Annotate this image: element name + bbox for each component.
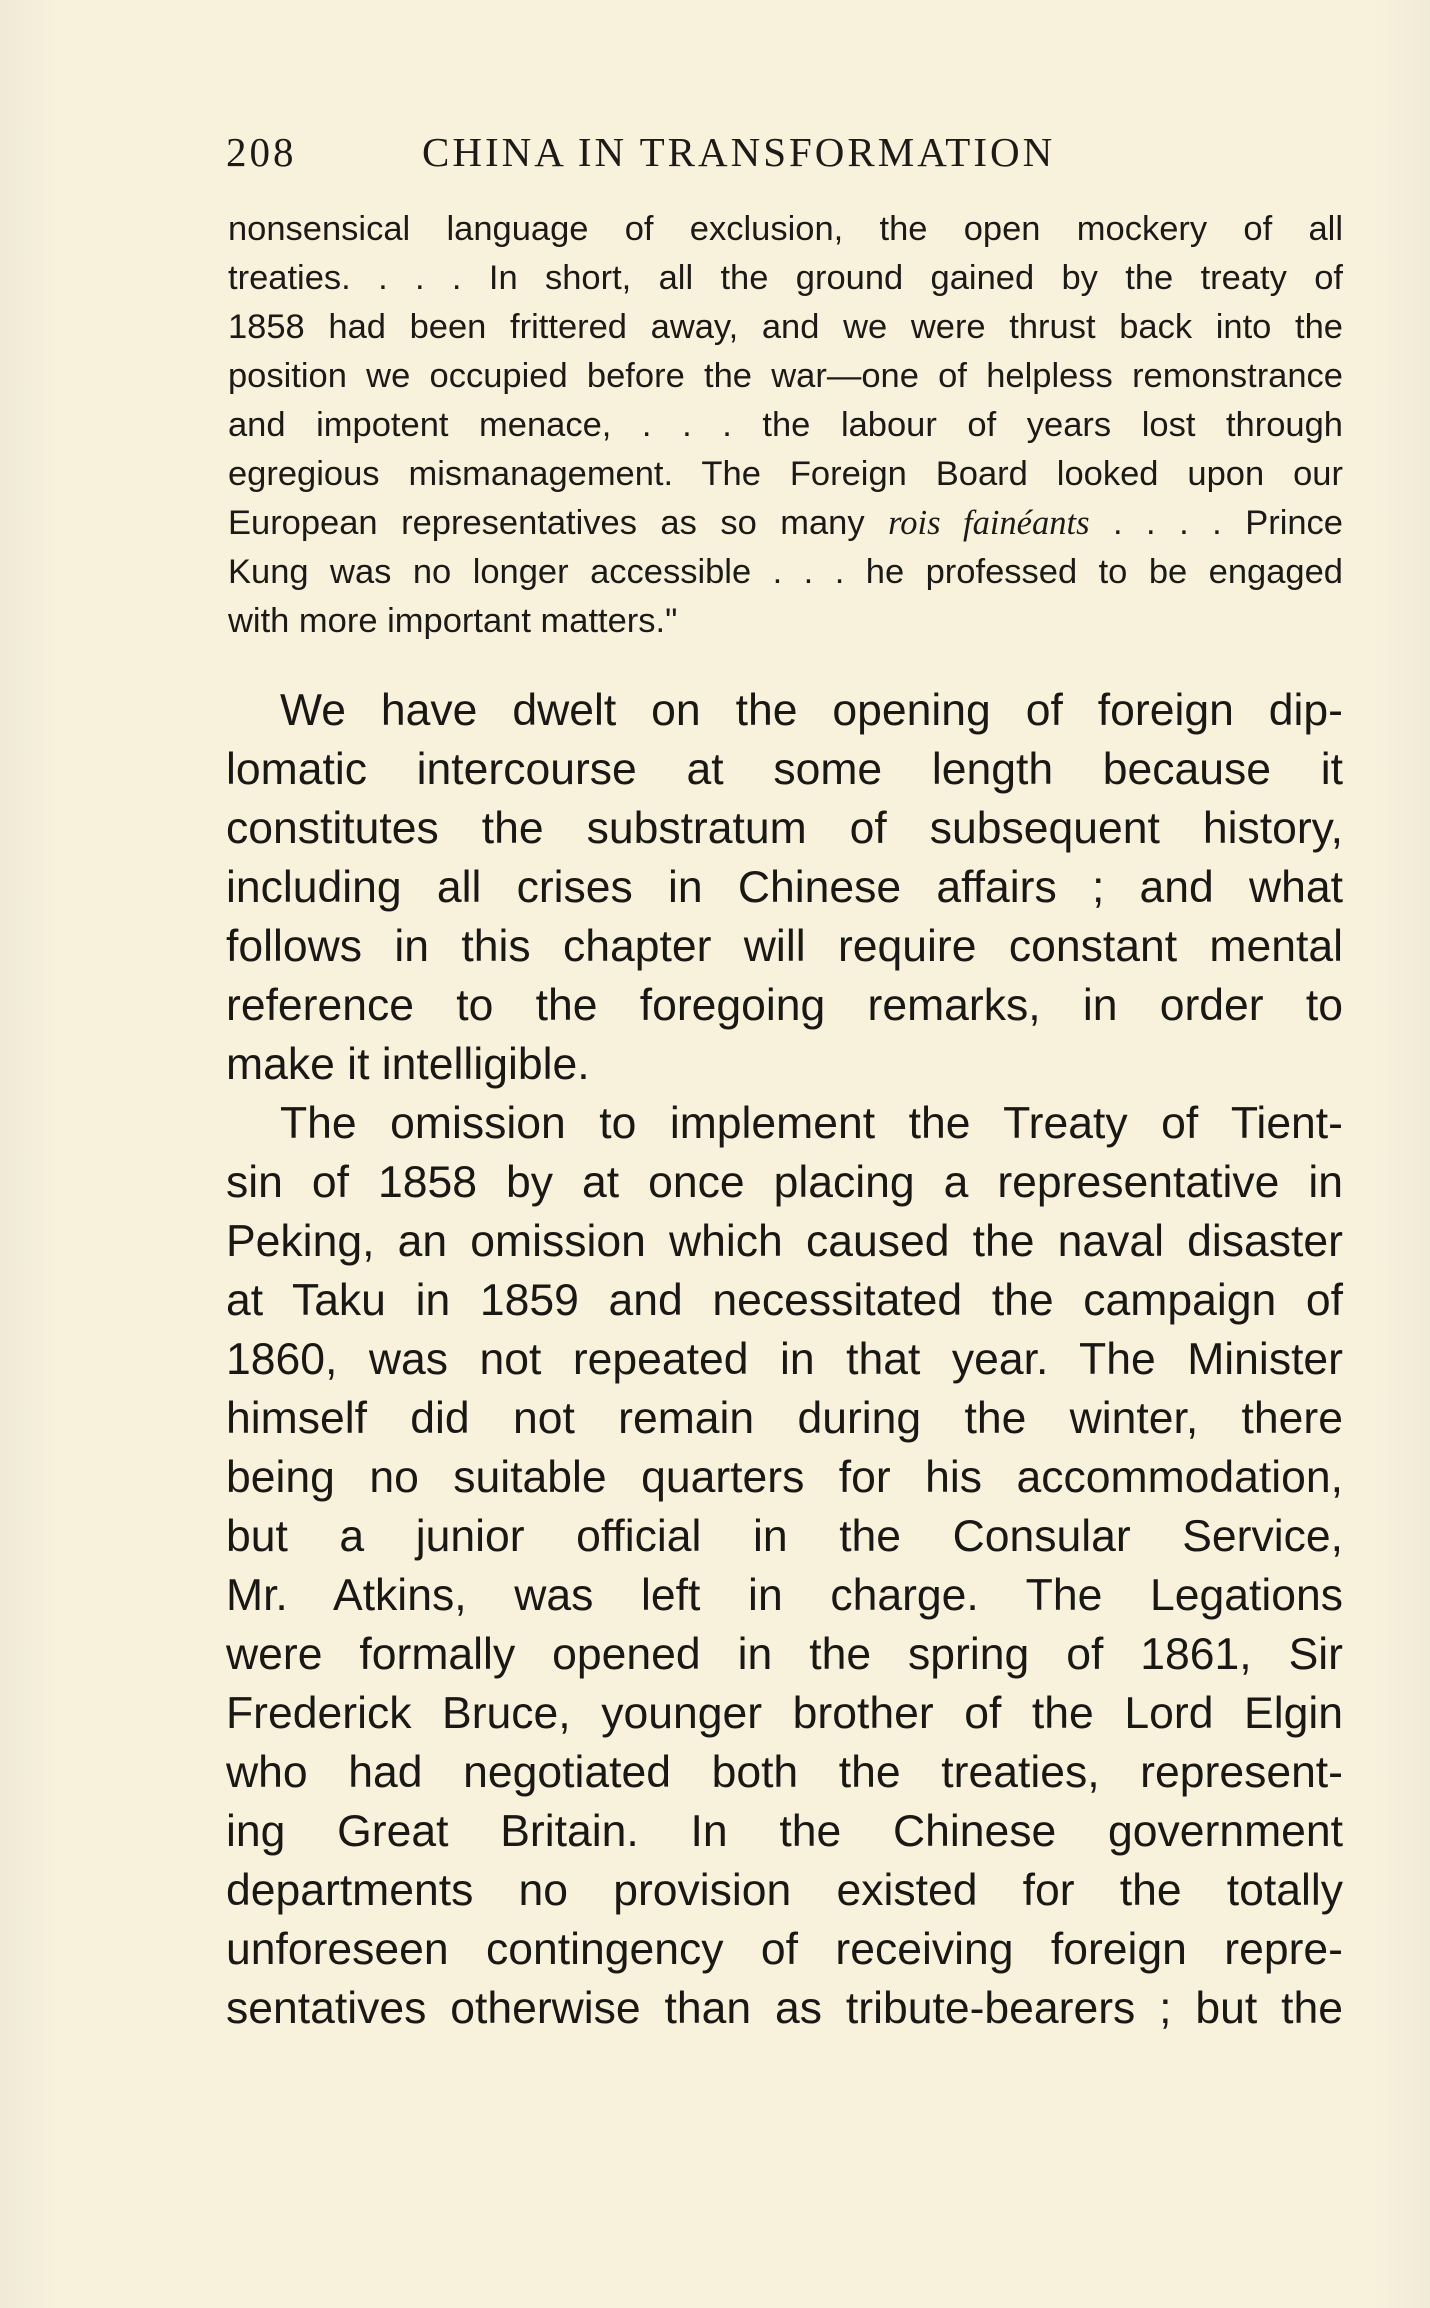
paragraph-2-line: being no suitable quarters for his accommodation, <box>226 1453 1343 1502</box>
paragraph-1-line: constitutes the substratum of subsequent history, <box>226 804 1343 853</box>
quote-line: 1858 had been frittered away, and we were thrust back into the <box>228 308 1343 346</box>
running-head <box>226 128 1346 188</box>
quote-line: egregious mismanagement. The Foreign Board looked upon our <box>228 455 1343 493</box>
running-title: CHINA IN TRANSFORMATION <box>422 129 1056 175</box>
paragraph-1-line: make it intelligible. <box>226 1040 590 1089</box>
paragraph-2-line: Peking, an omission which caused the naval disaster <box>226 1217 1343 1266</box>
paragraph-2-line: himself did not remain during the winter, there <box>226 1394 1343 1443</box>
paragraph-2-line: but a junior official in the Consular Service, <box>226 1512 1343 1561</box>
paragraph-1-line: lomatic intercourse at some length because it <box>226 745 1343 794</box>
paragraph-2-line: Mr. Atkins, was left in charge. The Legations <box>226 1571 1343 1620</box>
paragraph-1-line: We have dwelt on the opening of foreign dip- <box>280 686 1343 735</box>
paragraph-2-line: at Taku in 1859 and necessitated the campaign of <box>226 1276 1343 1325</box>
paragraph-2-line: were formally opened in the spring of 1861, Sir <box>226 1630 1343 1679</box>
italic-phrase: rois fainéants <box>888 504 1090 542</box>
paragraph-2-line: sentatives otherwise than as tribute-bearers ; but the <box>226 1984 1343 2033</box>
quote-text: . . . . Prince <box>1112 504 1343 542</box>
quote-line: and impotent menace, . . . the labour of years lost through <box>228 406 1343 444</box>
quote-line-with-italic <box>228 499 1343 548</box>
paragraph-1-line: follows in this chapter will require constant mental <box>226 922 1343 971</box>
paragraph-2-line: 1860, was not repeated in that year. The Minister <box>226 1335 1343 1384</box>
quote-line: with more important matters." <box>228 602 678 640</box>
quote-text: European representatives as so many <box>228 504 865 542</box>
quote-line: treaties. . . . In short, all the ground gained by the treaty of <box>228 259 1343 297</box>
paragraph-2-line: who had negotiated both the treaties, represent- <box>226 1748 1343 1797</box>
paragraph-2-line: The omission to implement the Treaty of Tient- <box>280 1099 1343 1148</box>
quote-line: position we occupied before the war—one of helpless remonstrance <box>228 357 1343 395</box>
paragraph-2-line: Frederick Bruce, younger brother of the Lord Elgin <box>226 1689 1343 1738</box>
paragraph-1-line: reference to the foregoing remarks, in order to <box>226 981 1343 1030</box>
paragraph-2-line: ing Great Britain. In the Chinese government <box>226 1807 1343 1856</box>
paragraph-2-line: sin of 1858 by at once placing a representative in <box>226 1158 1343 1207</box>
paragraph-2-line: unforeseen contingency of receiving foreign repre- <box>226 1925 1343 1974</box>
quote-line: nonsensical language of exclusion, the open mockery of all <box>228 210 1343 248</box>
paragraph-2-line: departments no provision existed for the totally <box>226 1866 1343 1915</box>
page-number: 208 <box>226 129 297 175</box>
body-text <box>226 681 1343 2038</box>
block-quote <box>228 205 1343 646</box>
quote-line: Kung was no longer accessible . . . he professed to be engaged <box>228 553 1343 591</box>
paragraph-1-line: including all crises in Chinese affairs ; and what <box>226 863 1343 912</box>
